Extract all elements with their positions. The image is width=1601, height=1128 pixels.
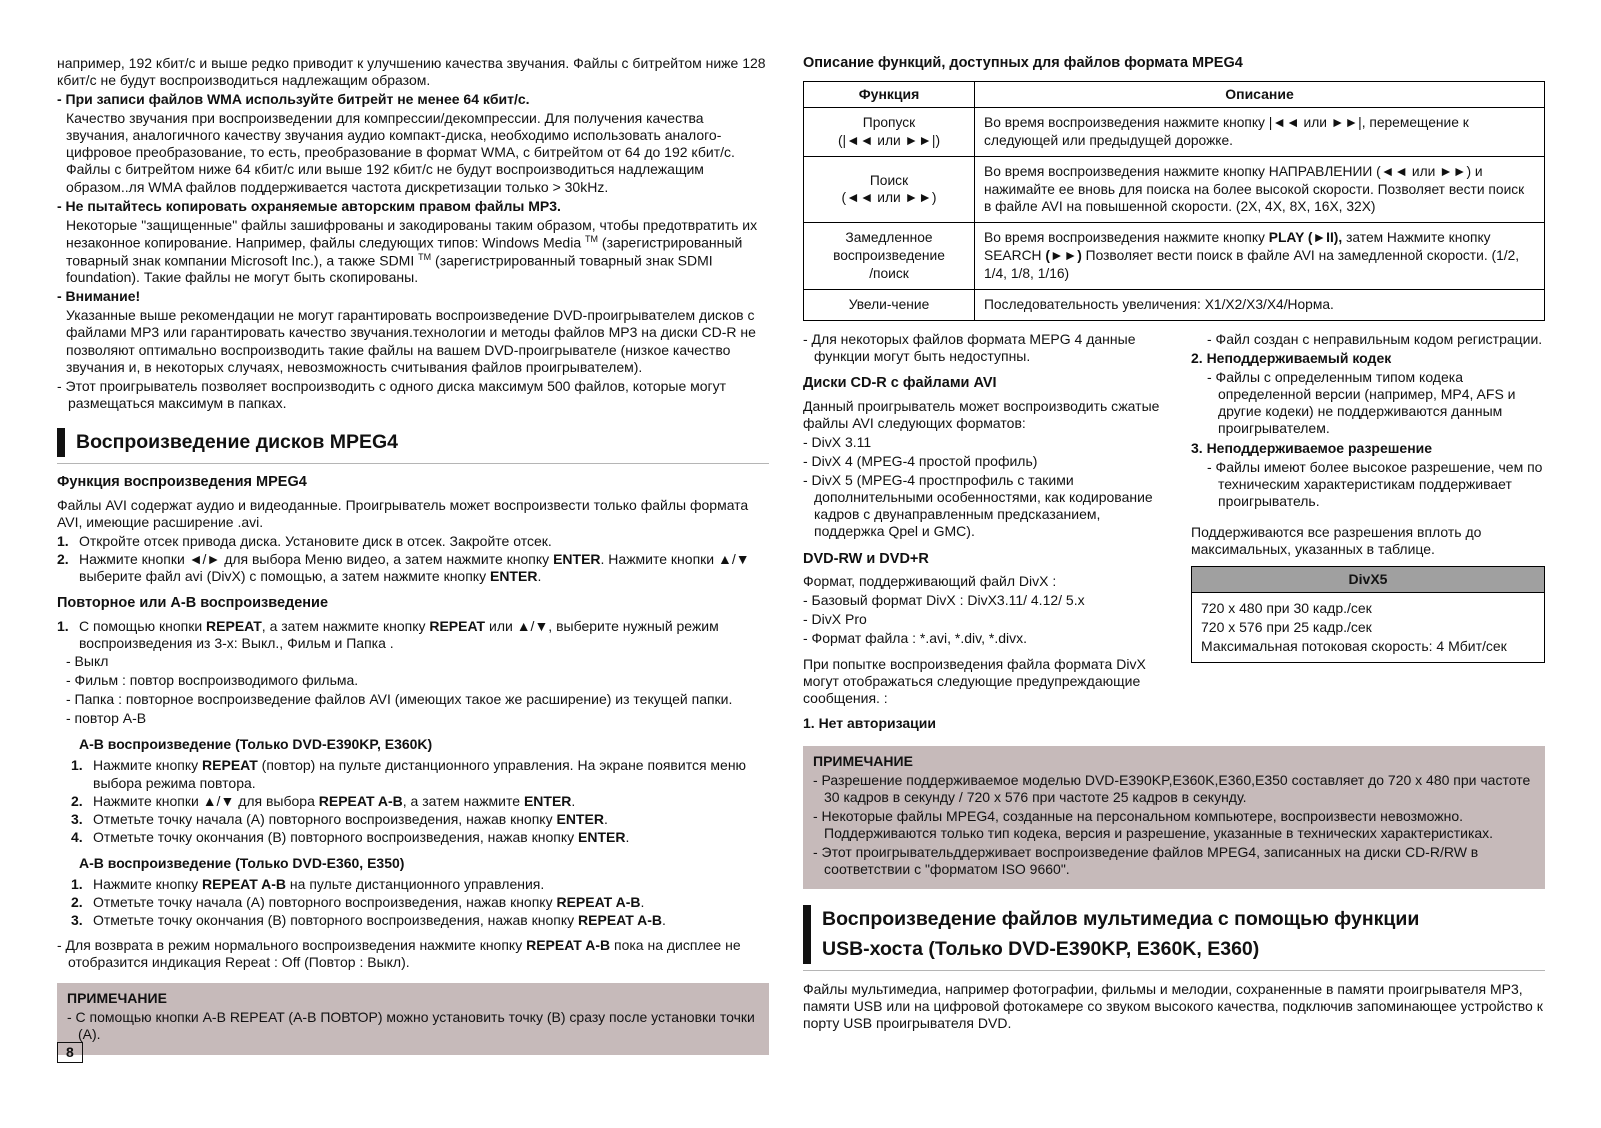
step-number: 1. (71, 757, 83, 774)
step-number: 2. (71, 792, 83, 809)
column-header-description: Описание (975, 81, 1545, 107)
note-item: - Разрешение поддерживаемое моделью DVD-E390KP,E360K,E360,E350 составляет до 720 x 480 при частоте 30 кадров в секунду / 720 x 576 при частоте 25 кадров в секунду. (813, 771, 1531, 805)
note-title: ПРИМЕЧАНИЕ (813, 752, 913, 769)
note-item: - Этот проигрывательддерживает воспроизведение файлов MPEG4, записанных на диски CD-R/RW в соответствии с "форматом ISO 9660". (813, 844, 1479, 878)
usb-paragraph: Файлы мультимедиа, например фотографии, фильмы и мелодии, сохраненные в памяти проигрывателя MP3, памяти USB или на цифровой фотокамере со звуком высокого качества, подключив запоминающее устройство к порту USB проигрывателя DVD. (803, 980, 1543, 1032)
warning-unsupported-codec: 2. Неподдерживаемый кодек (1191, 350, 1392, 367)
right-subcolumn-left (803, 331, 1171, 734)
divx-warning-paragraph: При попытке воспроизведения файла формата DivX могут отображаться следующие предупреждающие сообщения. : (803, 655, 1146, 706)
dvdrw-paragraph: Формат, поддерживающий файл DivX : (803, 573, 1057, 590)
repeat-option: - Папка : повторное воспроизведение файлов AVI (имеющих такое же расширение) из текущей папки. (66, 691, 733, 708)
note-item: - Некоторые файлы MPEG4, созданные на персональном компьютере, воспроизвести невозможно. Поддерживаются только тип кодека, версия и разрешение, указанные в технических характеристиках. (813, 808, 1494, 842)
left-column (57, 55, 769, 1055)
step-number: 3. (71, 912, 83, 929)
divx-table-body-row (1192, 593, 1545, 663)
note-text: - С помощью кнопки A-B REPEAT (A-B ПОВТОР) можно установить точку (В) сразу после установки точки (А). (67, 1009, 755, 1043)
mpeg4-functions-table (803, 81, 1545, 321)
divx5-spec-line: 720 x 480 при 30 кадр./сек (1201, 600, 1372, 617)
error-detail: - Файл создан с неправильным кодом регистрации. (1207, 331, 1543, 348)
ab-step (71, 894, 769, 911)
description-cell: Последовательность увеличения: X1/X2/X3/X4/Норма. (975, 290, 1545, 321)
ab1-steps (71, 757, 769, 845)
step-text: С помощью кнопки REPEAT, а затем нажмите кнопку REPEAT или ▲/▼, выберите нужный режим воспроизведения из 3-х: Выкл., Фильм и Папка . (79, 617, 719, 651)
dvdrw-item: - DivX Pro (803, 611, 867, 628)
divx5-spec-line: Максимальная потоковая скорость: 4 Мбит/сек (1201, 637, 1507, 654)
subheading-ab-e390kp: А-В воспроизведение (Только DVD-E390KP, E360K) (79, 736, 433, 753)
section-header-mpeg4-discs (57, 428, 769, 464)
ab-step (71, 876, 769, 893)
page-number (57, 1042, 83, 1063)
divx5-spec-line: 720 x 576 при 25 кадр./сек (1201, 618, 1372, 635)
function-cell: Пропуск (|◄◄ или ►►|) (804, 107, 975, 156)
step-text: Отметьте точку окончания (В) повторного воспроизведения, нажав кнопку REPEAT A-B. (93, 912, 666, 929)
return-normal-paragraph: - Для возврата в режим нормального воспроизведения нажмите кнопку REPEAT A-B пока на дисплее не отобразится индикация Repeat : Off (Повтор : Выкл). (57, 937, 741, 971)
step-number: 1. (57, 617, 69, 634)
subheading-mpeg4-function: Функция воспроизведения MPEG4 (57, 474, 307, 491)
step-text: Нажмите кнопку REPEAT (повтор) на пульте дистанционного управления. На экране появится меню выбора режима повтора. (93, 757, 747, 791)
table-row (804, 223, 1545, 290)
disc-step (57, 533, 769, 550)
warning-unsupported-resolution: 3. Неподдерживаемое разрешение (1191, 439, 1433, 456)
divx-format-item: - DivX 5 (MPEG-4 простпрофиль с такими дополнительными особенностями, как кодирование кадров с двунаправленным предсказанием, поддержка Qpel и GMC). (803, 472, 1153, 540)
column-header-function: Функция (804, 81, 975, 107)
table-row (804, 290, 1545, 321)
page-columns (57, 55, 1545, 1055)
divx5-resolution-table (1191, 566, 1545, 663)
function-cell: Поиск (◄◄ или ►►) (804, 156, 975, 223)
note-box-right (803, 746, 1545, 890)
table-row (804, 156, 1545, 223)
ab-step (71, 757, 769, 791)
warning-no-authorization: 1. Нет авторизации (803, 714, 936, 731)
step-text: Нажмите кнопки ▲/▼ для выбора REPEAT A-B, а затем нажмите ENTER. (93, 792, 576, 809)
step-text: Отметьте точку начала (А) повторного воспроизведения, нажав кнопку ENTER. (93, 810, 608, 827)
mepg4-availability-note: - Для некоторых файлов формата MEPG 4 данные функции могут быть недоступны. (803, 331, 1136, 365)
note-title: ПРИМЕЧАНИЕ (67, 990, 167, 1007)
repeat-option: - Фильм : повтор воспроизводимого фильма. (66, 672, 359, 689)
section-bar (57, 428, 65, 457)
step-number: 4. (71, 828, 83, 845)
section-bar (803, 905, 811, 964)
step-number: 2. (71, 893, 83, 910)
repeat-option: - Выкл (66, 653, 109, 670)
ab2-steps (71, 876, 769, 929)
mp3-copyright-paragraph: Некоторые "защищенные" файлы зашифрованы и закодированы таким образом, чтобы предотвратить их незаконное копирование. Например, файлы следующих типов: Windows Media ™ (зарегистрированный товарный знак компании Microsoft Inc.), а также SDMI ™ (зарегистрированный товарный знак SDMI foundation). Такие файлы не могут быть скопированы. (66, 216, 758, 286)
table-header-row (804, 81, 1545, 107)
right-subcolumn-right (1191, 331, 1545, 734)
intro-paragraph: например, 192 кбит/с и выше редко приводит к улучшению качества звучания. Файлы с битрейтом ниже 128 кбит/с не будут воспроизводиться надлежащим образом. (57, 55, 766, 89)
step-text: Нажмите кнопки ◄/► для выбора Меню видео, а затем нажмите кнопку ENTER. Нажмите кнопки ▲/▼ выберите файл avi (DivX) с помощью, а затем нажмите кнопку ENTER. (79, 551, 750, 585)
right-column (803, 55, 1545, 1055)
step-number: 1. (71, 875, 83, 892)
step-number: 1. (57, 532, 69, 549)
error-detail: - Файлы с определенным типом кодека определенной версии (например, MP4, AFS и другие кодеки) не поддерживаются данным проигрывателем. (1207, 369, 1516, 437)
wma-bitrate-paragraph: Качество звучания при воспроизведении для компрессии/декомпрессии. Для получения качества звучания, аналогичного качеству звучания аудио компакт-диска, необходимо использовать аналого-цифровое преобразование, то есть, преобразование в формат WMA, с битрейтом от 64 до 192 кбит/с. Файлы с битрейтом ниже 64 кбит/с или выше 192 кбит/с не будут воспроизводиться надлежащим образом..ля WMA файлов поддерживается частота дискретизации только > 30kHz. (66, 110, 735, 195)
repeat-step (57, 618, 769, 652)
error-detail: - Файлы имеют более высокое разрешение, чем по техническим характеристикам поддерживает проигрыватель. (1207, 458, 1543, 509)
subheading-cdr-avi: Диски CD-R с файлами AVI (803, 375, 997, 392)
divx5-header: DivX5 (1192, 567, 1545, 593)
ab-step (71, 912, 769, 929)
ab-step (71, 793, 769, 810)
subheading-dvdrw: DVD-RW и DVD+R (803, 550, 929, 567)
divx-format-item: - DivX 3.11 (803, 434, 872, 451)
divx-table-header-row (1192, 567, 1545, 593)
section-title: Воспроизведение файлов мультимедиа с помощью функции USB-хоста (Только DVD-E390KP, E360K, E360) (822, 908, 1420, 960)
description-cell: Во время воспроизведения нажмите кнопку |◄◄ или ►►|, перемещение к следующей или предыдущей дорожке. (975, 107, 1545, 156)
cdr-paragraph: Данный проигрыватель может воспроизводить сжатые файлы AVI следующих форматов: (803, 397, 1160, 431)
disc-step (57, 551, 769, 585)
resolutions-paragraph: Поддерживаются все разрешения вплоть до максимальных, указанных в таблице. (1191, 523, 1482, 557)
description-cell: Во время воспроизведения нажмите кнопку НАПРАВЛЕНИИ (◄◄ или ►►) и нажимайте ее вновь для поиска на более высокой скорости. Позволяет вести поиск в файле AVI на повышенной скорости. (2X, 4X, 8X, 16X, 32X) (975, 156, 1545, 223)
repeat-option: - повтор А-В (66, 710, 147, 727)
mp3-copyright-heading: - Не пытайтесь копировать охраняемые авторским правом файлы MP3. (57, 197, 561, 214)
dvdrw-item: - Формат файла : *.avi, *.div, *.divx. (803, 630, 1028, 647)
step-number: 3. (71, 810, 83, 827)
avi-paragraph: Файлы AVI содержат аудио и видеоданные. Проигрыватель может воспроизвести только файлы формата AVI, имеющие расширение .avi. (57, 496, 749, 530)
wma-bitrate-heading: - При записи файлов WMA используйте битрейт не менее 64 кбит/с. (57, 91, 530, 108)
function-cell: Увели-чение (804, 290, 975, 321)
step-text: Нажмите кнопку REPEAT A-B на пульте дистанционного управления. (93, 875, 545, 892)
divx-format-item: - DivX 4 (MPEG-4 простой профиль) (803, 453, 1038, 470)
subheading-repeat: Повторное или А-В воспроизведение (57, 595, 329, 612)
page-number-value: 8 (66, 1044, 74, 1060)
max-files-paragraph: - Этот проигрыватель позволяет воспроизводить с одного диска максимум 500 файлов, которые могут размещаться максимум в папках. (57, 377, 727, 411)
section-header-usb-host (803, 905, 1545, 971)
table-row (804, 107, 1545, 156)
functions-table-title: Описание функций, доступных для файлов формата MPEG4 (803, 55, 1243, 71)
divx5-specs-cell (1192, 593, 1545, 663)
ab-step (71, 829, 769, 846)
right-two-columns (803, 331, 1545, 734)
ab-step (71, 811, 769, 828)
step-text: Отметьте точку начала (А) повторного воспроизведения, нажав кнопку REPEAT A-B. (93, 893, 645, 910)
step-text: Откройте отсек привода диска. Установите диск в отсек. Закройте отсек. (79, 532, 552, 549)
description-cell: Во время воспроизведения нажмите кнопку PLAY (►II), затем Нажмите кнопку SEARCH (►►) Позволяет вести поиск в файле AVI на замедленной скорости. (1/2, 1/4, 1/8, 1/16) (975, 223, 1545, 290)
note-box-left (57, 983, 769, 1054)
dvdrw-item: - Базовый формат DivX : DivX3.11/ 4.12/ 5.x (803, 592, 1085, 609)
attention-heading: - Внимание! (57, 288, 141, 305)
section-title: Воспроизведение дисков MPEG4 (76, 430, 398, 453)
step-text: Отметьте точку окончания (В) повторного воспроизведения, нажав кнопку ENTER. (93, 828, 630, 845)
attention-paragraph: Указанные выше рекомендации не могут гарантировать воспроизведение DVD-проигрывателем дисков с файлами MP3 или гарантировать качество звучания.технологии и методы файлов MP3 на диски CD-R не позволяют оптимально воспроизводить такие файлы на вашем DVD-проигрывателе (низкое качество звучания и, в некоторых случаях, невозможность считывания файлов проигрывателем). (66, 307, 756, 375)
function-cell: Замедленное воспроизведение /поиск (804, 223, 975, 290)
step-number: 2. (57, 551, 69, 568)
subheading-ab-e360: А-В воспроизведение (Только DVD-E360, E350) (79, 854, 405, 871)
